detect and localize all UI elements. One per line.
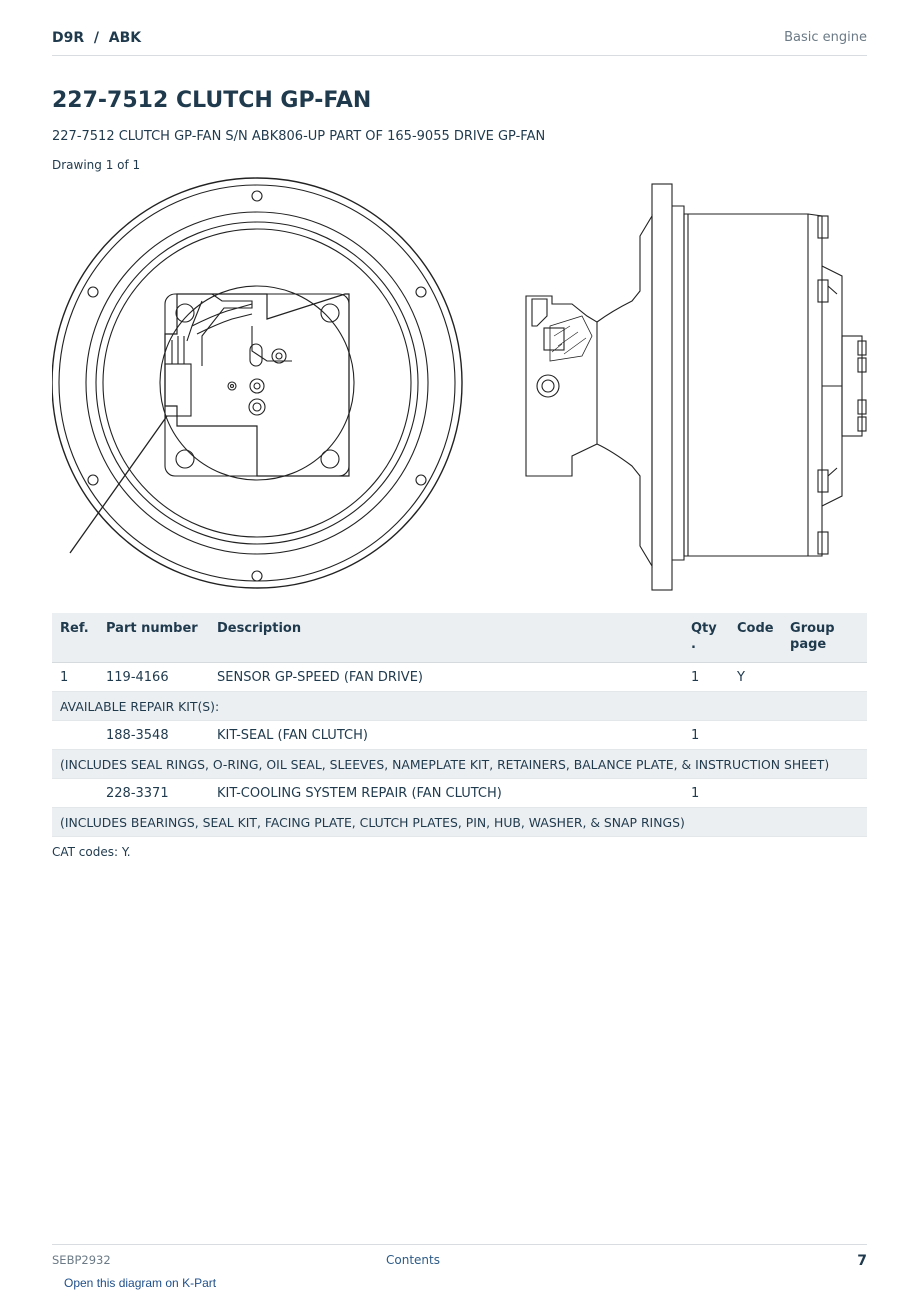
- note-text: (INCLUDES SEAL RINGS, O-RING, OIL SEAL, SLEEVES, NAMEPLATE KIT, RETAINERS, BALANCE PLATE, & INSTRUCTION SHEET): [52, 750, 867, 779]
- cell-code: [729, 779, 782, 808]
- kpart-diagram-link[interactable]: Open this diagram on K-Part: [64, 1276, 217, 1290]
- cell-qty: 1: [683, 721, 729, 750]
- col-qty-line2: .: [691, 637, 696, 652]
- parts-diagram: [52, 176, 867, 596]
- col-qty: [683, 613, 729, 663]
- front-view: [52, 178, 462, 588]
- cell-ref: 1: [52, 663, 98, 692]
- parts-table: [52, 613, 867, 837]
- table-row: [52, 663, 867, 692]
- col-ref: Ref.: [52, 613, 98, 663]
- col-description: Description: [209, 613, 683, 663]
- page-footer: [52, 1244, 867, 1275]
- table-note-row: [52, 692, 867, 721]
- cell-group-page: [782, 663, 867, 692]
- cell-description: SENSOR GP-SPEED (FAN DRIVE): [209, 663, 683, 692]
- cat-codes: CAT codes: Y.: [52, 845, 131, 859]
- cell-part-number[interactable]: 228-3371: [98, 779, 209, 808]
- col-code: Code: [729, 613, 782, 663]
- cell-ref: [52, 721, 98, 750]
- document-code: SEBP2932: [52, 1253, 111, 1267]
- cell-qty: 1: [683, 779, 729, 808]
- table-note-row: [52, 808, 867, 837]
- cell-qty: 1: [683, 663, 729, 692]
- table-row: [52, 779, 867, 808]
- cell-part-number[interactable]: 188-3548: [98, 721, 209, 750]
- page-number: 7: [857, 1253, 867, 1269]
- table-note-row: [52, 750, 867, 779]
- page-header: [52, 28, 867, 56]
- cell-group-page: [782, 721, 867, 750]
- cell-ref: [52, 779, 98, 808]
- cell-group-page: [782, 779, 867, 808]
- model-breadcrumb: D9R / ABK: [52, 30, 142, 46]
- contents-link[interactable]: Contents: [386, 1253, 440, 1267]
- page-subtitle: 227-7512 CLUTCH GP-FAN S/N ABK806-UP PART OF 165-9055 DRIVE GP-FAN: [52, 129, 546, 144]
- cell-code: Y: [729, 663, 782, 692]
- page-title: 227-7512 CLUTCH GP-FAN: [52, 88, 372, 113]
- drawing-label: Drawing 1 of 1: [52, 158, 141, 172]
- table-header-row: [52, 613, 867, 663]
- note-text: AVAILABLE REPAIR KIT(S):: [52, 692, 867, 721]
- side-view: [526, 184, 866, 590]
- col-group-page: [782, 613, 867, 663]
- note-text: (INCLUDES BEARINGS, SEAL KIT, FACING PLATE, CLUTCH PLATES, PIN, HUB, WASHER, & SNAP RINGS): [52, 808, 867, 837]
- section-name: Basic engine: [784, 30, 867, 45]
- cell-code: [729, 721, 782, 750]
- col-group-line1: Group: [790, 621, 835, 636]
- col-group-line2: page: [790, 637, 827, 652]
- table-row: [52, 721, 867, 750]
- cell-description: KIT-COOLING SYSTEM REPAIR (FAN CLUTCH): [209, 779, 683, 808]
- cell-part-number[interactable]: 119-4166: [98, 663, 209, 692]
- cell-description: KIT-SEAL (FAN CLUTCH): [209, 721, 683, 750]
- col-qty-line1: Qty: [691, 621, 717, 636]
- col-part-number: Part number: [98, 613, 209, 663]
